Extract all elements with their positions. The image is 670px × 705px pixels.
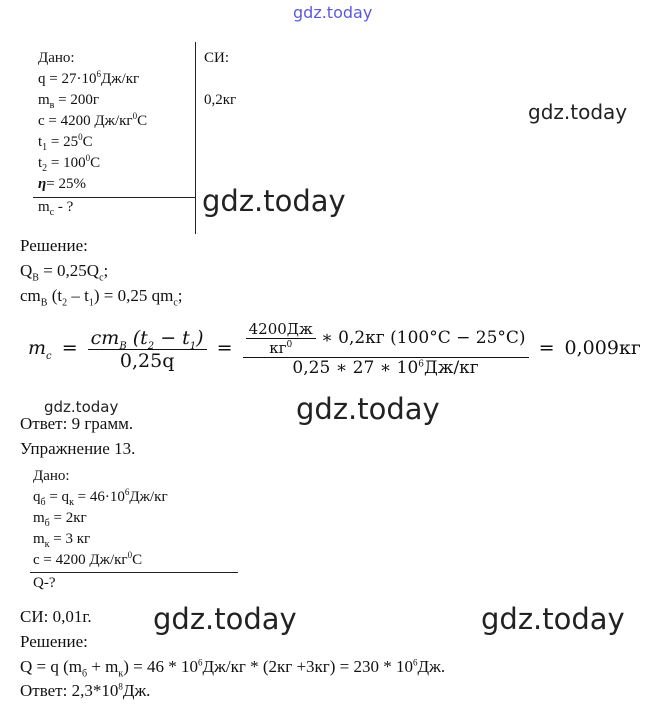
exercise-find-divider [30,572,238,573]
watermark-top: gdz.today [293,3,373,22]
watermark-bottom-right: gdz.today [481,602,625,636]
si-mv: 0,2кг [204,92,237,108]
formula-equals-1: = [61,337,78,359]
formula-inner-fraction: $\frac{4200Дж}{кг^0}$ [246,320,316,357]
exercise-given-mk: $m_к = 3$ кг [33,531,91,550]
equation-1: $Q_B = 0,25Q_c$; [20,261,109,284]
given-block [38,48,147,218]
exercise-si: СИ: 0,01г. [20,607,92,626]
equation-2: $cm_B$ $(t_2 - t_1) = 0,25$ $qm_c$; [20,286,183,309]
given-find: $m_c$ - ? [38,199,74,218]
exercise-equation: Q = q $(m_б + m_к) = 46 * 10^6Дж/кг * (2кг +3кг) = 230 * 10^6Дж$. [20,657,446,680]
exercise-given-find: Q-? [33,575,56,591]
formula-fraction-1: $\frac{cm_B (t_2 - t_1)}{0,25q}$ [88,327,207,372]
watermark-mid: gdz.today [202,184,346,218]
given-q: $q = 27\cdot 10^6Дж/кг$ [38,69,140,87]
formula-equals-2: = [216,337,233,359]
given-c: c = 4200 $Дж/кг^0C$ [38,111,148,129]
exercise-answer: Ответ: $2,3*10^8Дж$. [20,681,151,700]
formula-equals-3: = [538,337,555,359]
watermark-small: gdz.today [44,398,119,416]
watermark-bottom-left: gdz.today [153,602,297,636]
exercise-given-title: Дано: [33,468,70,484]
given-si-divider [195,42,196,234]
given-eta: η= 25% [38,176,86,192]
si-title: СИ: [204,50,230,66]
formula-lhs: $m_c$ [28,337,52,362]
exercise-given-block [33,466,168,594]
exercise-given-q: $q_б = q_к = 46\cdot 10^6Дж/кг$ [33,487,168,508]
exercise-title: Упражнение 13. [20,439,136,458]
exercise-given-mb: $m_б = 2кг$ [33,510,87,529]
given-t1: $t_1 = 25^0C$ [38,132,93,153]
solution-title: Решение: [20,236,88,255]
given-mv: $m_в = 200г$ [38,92,100,111]
given-t2: $t_2 = 100^0C$ [38,153,101,174]
answer-1: Ответ: 9 грамм. [20,414,134,433]
watermark-center: gdz.today [296,392,440,426]
given-title: Дано: [38,50,75,66]
given-find-divider [33,197,195,198]
watermark-right: gdz.today [528,100,628,124]
main-formula [28,320,641,378]
exercise-solution-title: Решение: [20,632,88,651]
formula-result: 0,009кг [564,337,641,359]
formula-fraction-2: $\frac{4200Дж}{кг^0}$ ∗ 0,2кг (100°C − 25°C) 0,25 ∗ 27 ∗ $10^6Дж/кг$ [243,320,529,378]
exercise-given-c: c = 4200 $Дж/кг^0C$ [33,550,143,568]
